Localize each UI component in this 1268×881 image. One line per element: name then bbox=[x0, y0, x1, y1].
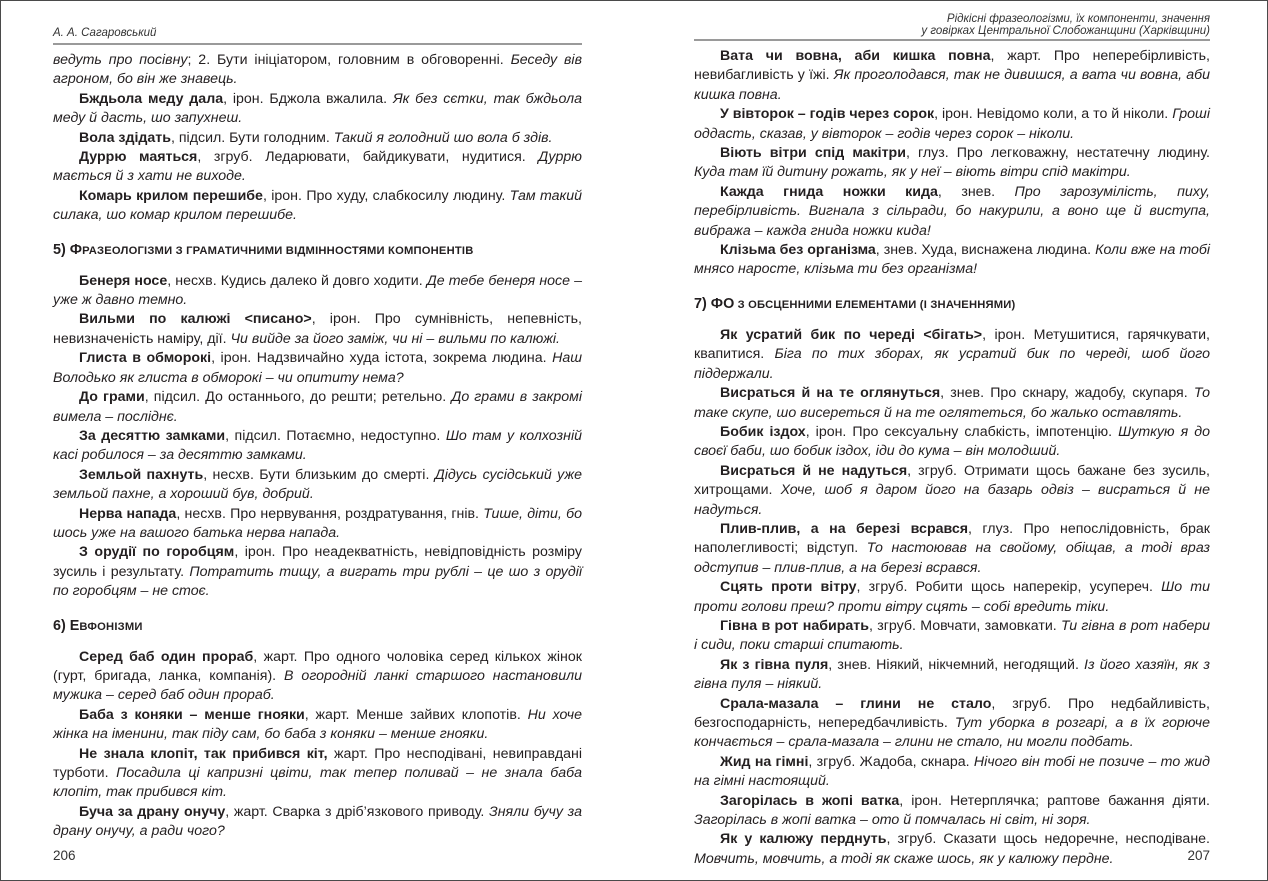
example-text: ведуть про посівну bbox=[53, 52, 188, 68]
example-text: Зняли бучу за драну онучу, а ради чого? bbox=[53, 803, 582, 840]
example-text: Потратить тищу, а виграть три рублі – це шо з орудії по горобцям – не стоє. bbox=[53, 563, 582, 600]
dictionary-entry bbox=[53, 148, 582, 187]
example-text: Коли вже на тобі мнясо наросте, клізьма ти без організма! bbox=[694, 242, 1211, 278]
example-text: Хоче, шоб я даром його на базарь одвіз – висраться й не надуться. bbox=[694, 482, 1210, 518]
dictionary-entry bbox=[53, 803, 582, 842]
entry-term: Буча за драну онучу bbox=[79, 803, 226, 820]
running-head-author: А. А. Сагаровський bbox=[53, 27, 582, 45]
entry-term: Висраться й не надуться bbox=[720, 462, 908, 479]
definition-text: ; 2. Бути ініціатором, головним в обговоренні. bbox=[187, 52, 511, 68]
entry-term: Не знала клопіт, так прибився кіт, bbox=[79, 745, 328, 762]
left-page-body bbox=[53, 51, 582, 842]
entry-term: Як у калюжу перднуть bbox=[720, 831, 887, 848]
dictionary-entry bbox=[53, 466, 582, 505]
example-text: Тут уборка в розгарі, а в їх горюче кончається – срала-мазала – глини не стало, ни могли подбать. bbox=[694, 715, 1210, 751]
example-text: Гроші оддасть, сказав, у вівторок – годів через сорок – ніколи. bbox=[694, 106, 1210, 142]
dictionary-entry bbox=[694, 144, 1210, 183]
example-text: Де тебе бенеря носе – уже ж давно темно. bbox=[53, 272, 582, 309]
example-text: Дуррю мається й з хати не виходе. bbox=[53, 149, 582, 185]
example-text: Такий я голодний шо вола б здів. bbox=[333, 129, 553, 146]
example-text: Шо ти проти голови преш? проти вітру сцять – собі вредить тіки. bbox=[694, 579, 1211, 615]
entry-term: Серед баб один прораб bbox=[79, 648, 254, 665]
example-text: Нічого він тобі не позиче – то жид на гімні настоящий. bbox=[694, 753, 1210, 790]
dictionary-entry bbox=[53, 505, 582, 544]
entry-term: Срала-мазала – глини не стало bbox=[720, 695, 992, 712]
dictionary-entry bbox=[53, 349, 582, 388]
section-number: 7) bbox=[694, 295, 711, 312]
dictionary-entry bbox=[694, 423, 1210, 462]
definition-text: , несхв. Кудись далеко й довго ходити. bbox=[167, 272, 427, 289]
entry-term: За десяттю замками bbox=[79, 427, 226, 444]
dictionary-entry bbox=[53, 543, 582, 601]
section-initial: Е bbox=[69, 617, 80, 634]
example-text: То таке скупе, шо висереться й на те оглятеться, бо жалько оставлять. bbox=[694, 385, 1210, 421]
entry-term: Загорілась в жопі ватка bbox=[720, 792, 900, 809]
dictionary-entry bbox=[53, 388, 582, 427]
entry-term: Комарь крилом перешибе bbox=[79, 187, 263, 204]
example-text: В огородній ланкі старшого настановили мужика – серед баб один прораб. bbox=[53, 667, 582, 704]
definition-text: , несхв. Бути близьким до смерті. bbox=[203, 466, 435, 483]
dictionary-entry bbox=[694, 830, 1210, 869]
entry-term: Віють вітри спід макітри bbox=[720, 145, 906, 162]
definition-text: , несхв. Про нервування, роздратування, гнів. bbox=[176, 505, 484, 522]
dictionary-entry bbox=[694, 384, 1210, 423]
dictionary-entry bbox=[53, 648, 582, 706]
definition-text: жарт. Про несподівані, невиправдані турботи. bbox=[53, 745, 582, 781]
example-text: Як без сєтки, так бждьола меду й дасть, шо запухнеш. bbox=[53, 90, 582, 127]
dictionary-entry bbox=[694, 326, 1210, 384]
entry-term: Вильми по калюжі <писано> bbox=[79, 311, 312, 328]
section-title: ВФОНІЗМИ bbox=[79, 620, 143, 633]
dictionary-entry bbox=[694, 183, 1210, 241]
dictionary-entry bbox=[53, 129, 582, 148]
definition-text: , знев. Про скнару, жадобу, скупаря. bbox=[940, 385, 1194, 402]
example-text: Мовчить, мовчить, а тоді як скаже шось, як у калюжу перднe. bbox=[694, 850, 1114, 867]
example-text: Про зарозумілість, пиху, перебірливість. Вигнала з сільради, бо накурили, а воно ще й виступа, вибража – кажда гнида ножки кида! bbox=[694, 183, 1210, 239]
dictionary-entry bbox=[694, 617, 1210, 656]
definition-text: , жарт. Про неперебірливість, невибагливість у їжі. bbox=[694, 48, 1210, 84]
dictionary-entry bbox=[694, 241, 1210, 280]
section-heading bbox=[53, 617, 582, 636]
dictionary-entry bbox=[694, 520, 1210, 578]
entry-term: До грами bbox=[79, 389, 145, 406]
entry-term: Бенеря носе bbox=[79, 272, 168, 289]
definition-text: , згруб. Ледарювати, байдикувати, нудитися. bbox=[197, 149, 539, 166]
definition-text: , згруб. Жадоба, скнара. bbox=[808, 753, 974, 770]
dictionary-entry bbox=[53, 427, 582, 466]
section-title: РАЗЕОЛОГІЗМИ З ГРАМАТИЧНИМИ ВІДМІННОСТЯМИ КОМПОНЕНТІВ bbox=[82, 244, 474, 257]
dictionary-entry bbox=[694, 47, 1210, 105]
entry-term: Сцять проти вітру bbox=[720, 579, 857, 596]
example-text: То настоював на свойому, обіщав, а тоді враз одступив – плив-плив, а на березі всрався. bbox=[694, 540, 1210, 576]
definition-text: , ірон. Про неадекватність, невідповідність розміру зусиль і результату. bbox=[53, 544, 582, 580]
definition-text: , знев. Худа, виснажена людина. bbox=[875, 242, 1096, 259]
definition-text: , ірон. Бджола вжалила. bbox=[223, 90, 393, 107]
entry-term: Земльой пахнуть bbox=[79, 466, 204, 483]
dictionary-entry bbox=[53, 90, 582, 129]
dictionary-entry bbox=[694, 695, 1210, 753]
section-heading bbox=[53, 241, 582, 260]
dictionary-entry bbox=[694, 105, 1210, 144]
entry-term: Гівна в рот набирать bbox=[720, 617, 869, 634]
section-initial: Ф bbox=[69, 241, 83, 258]
dictionary-entry bbox=[53, 310, 582, 349]
entry-term: Бобик іздох bbox=[720, 423, 806, 440]
section-number: 5) bbox=[53, 241, 70, 258]
running-head-line-1: Рідкісні фразеологізми, їх компоненти, значення bbox=[946, 13, 1210, 25]
entry-term: Глиста в обморокі bbox=[79, 350, 212, 367]
entry-term: Плив-плив, а на березі всрався bbox=[720, 520, 969, 537]
definition-text: , глуз. Про непослідовність, брак наполегливості; відступ. bbox=[694, 520, 1210, 557]
definition-text: , глуз. Про легковажну, нестатечну людину. bbox=[905, 145, 1210, 162]
definition-text: , знев. bbox=[937, 183, 1015, 200]
left-page bbox=[53, 1, 582, 880]
example-text: До грами в закромі вимела – посліднє. bbox=[53, 389, 582, 425]
entry-term: Дуррю маяться bbox=[79, 149, 198, 166]
definition-text: , згруб. Сказати щось недоречне, несподіване. bbox=[886, 831, 1210, 848]
section-number: 6) bbox=[53, 617, 70, 634]
dictionary-entry bbox=[53, 745, 582, 803]
definition-text: , знев. Ніякий, нікчемний, негодящий. bbox=[828, 656, 1085, 673]
definition-text: , жарт. Про одного чоловіка серед кількох жінок (гурт, бригада, ланка, компанія). bbox=[53, 648, 582, 684]
dictionary-entry bbox=[53, 187, 582, 226]
definition-text: , згруб. Мовчати, замовкати. bbox=[868, 617, 1062, 634]
definition-text: , згруб. Отримати щось бажане без зусиль, хитрощами. bbox=[694, 462, 1210, 499]
entry-term: Як з гівна пуля bbox=[720, 656, 829, 673]
example-text: Дідусь сусідський уже земльой пахне, а хороший був, добрий. bbox=[53, 466, 582, 503]
page-number: 206 bbox=[53, 848, 76, 863]
definition-text: , підсил. До останнього, до решти; ретельно. bbox=[144, 389, 452, 406]
definition-text: , підсил. Бути голодним. bbox=[170, 129, 334, 146]
definition-text: , ірон. Про сумнівність, непевність, невизначеність наміру, дії. bbox=[53, 311, 582, 347]
dictionary-entry bbox=[694, 578, 1210, 617]
dictionary-entry bbox=[694, 792, 1210, 831]
right-page-body bbox=[694, 47, 1210, 869]
entry-term: У вівторок – годів через сорок bbox=[720, 106, 935, 123]
definition-text: , згруб. Про недбайливість, безгосподарність, непередбачливість. bbox=[694, 695, 1210, 731]
example-text: Беседу вів агроном, бо він же знавець. bbox=[53, 52, 582, 88]
entry-term: Вола здідать bbox=[79, 129, 171, 146]
section-heading bbox=[694, 295, 1210, 314]
entry-term: Кажда гнида ножки кида bbox=[720, 183, 938, 200]
example-text: Куда там їй дитину рожать, як у неї – віють вітри спід макітри. bbox=[694, 164, 1131, 181]
running-head-line-2: у говірках Центральної Слобожанщини (Харківщини) bbox=[921, 25, 1210, 37]
entry-term: Клізьма без організма bbox=[720, 242, 876, 259]
section-title: З ОБСЦЕННИМИ ЕЛЕМЕНТАМИ (І ЗНАЧЕННЯМИ) bbox=[734, 298, 1016, 311]
right-page bbox=[694, 1, 1210, 880]
definition-text: , жарт. Менше зайвих клопотів. bbox=[304, 706, 528, 723]
running-head-title bbox=[694, 13, 1210, 41]
definition-text: , ірон. Про сексуальну слабкість, імпотенцію. bbox=[805, 423, 1119, 440]
dictionary-entry bbox=[53, 272, 582, 311]
continued-paragraph bbox=[53, 51, 582, 90]
section-initial: ФО bbox=[710, 295, 735, 312]
entry-term: Нерва напада bbox=[79, 505, 177, 522]
example-text: Як проголодався, так не дивишся, а вата чи вовна, аби кишка повна. bbox=[694, 67, 1210, 103]
entry-term: Бждьола меду дала bbox=[79, 90, 224, 107]
example-text: Загорілась в жопі ватка – ото й помчалась ні світ, ні зоря. bbox=[694, 812, 1091, 829]
entry-term: Жид на гімні bbox=[720, 753, 809, 770]
example-text: Ни хоче жінка на іменини, так піду сам, бо баба з коняки – менше гнояки. bbox=[53, 706, 583, 743]
example-text: Із його хазяїн, як з гівна пуля – ніякий. bbox=[694, 656, 1211, 693]
dictionary-entry bbox=[694, 656, 1210, 695]
example-text: Наш Володько як глиста в обморокі – чи опититу нема? bbox=[53, 350, 583, 386]
example-text: Ти гівна в рот набери і сиди, поки старші спитають. bbox=[694, 617, 1210, 654]
example-text: Там такий силака, шо комар крилом перешибе. bbox=[53, 187, 582, 224]
definition-text: , підсил. Потаємно, недоступно. bbox=[225, 427, 446, 444]
definition-text: , ірон. Нетерплячка; раптове бажання діяти. bbox=[899, 792, 1210, 809]
entry-term: Як усратий бик по череді <бігать> bbox=[720, 326, 983, 343]
dictionary-entry bbox=[694, 753, 1210, 792]
definition-text: , жарт. Сварка з дріб’язкового приводу. bbox=[225, 803, 490, 820]
dictionary-entry bbox=[694, 462, 1210, 520]
example-text: Шуткую я до своєї баби, шо бобик іздох, іди до кума – він молодший. bbox=[694, 423, 1210, 460]
example-text: Шо там у колхозній касі робилося – за десяттю замками. bbox=[53, 427, 582, 464]
definition-text: , ірон. Про худу, слабкосилу людину. bbox=[262, 187, 510, 204]
definition-text: , ірон. Метушитися, гарячкувати, квапитися. bbox=[694, 326, 1210, 363]
example-text: Посадила ці капризні цвіти, так тепер поливай – не знала баба клопіт, так прибився кіт. bbox=[53, 765, 583, 801]
definition-text: , ірон. Невідомо коли, а то й ніколи. bbox=[934, 106, 1173, 123]
entry-term: Вата чи вовна, аби кишка повна bbox=[720, 48, 991, 64]
entry-term: Висраться й на те оглянуться bbox=[720, 385, 941, 402]
definition-text: , ірон. Надзвичайно худа істота, зокрема людина. bbox=[211, 350, 553, 367]
entry-term: З орудії по горобцям bbox=[79, 544, 235, 561]
example-text: Тише, діти, бо шось уже на вашого батька нерва напада. bbox=[53, 505, 582, 541]
dictionary-entry bbox=[53, 706, 582, 745]
example-text: Чи вийде за його заміж, чи ні – вильми по калюжі. bbox=[230, 330, 560, 347]
entry-term: Баба з коняки – менше гнояки bbox=[79, 706, 305, 723]
page-number: 207 bbox=[1187, 848, 1210, 863]
example-text: Біга по тих зборах, як усратий бик по череді, шоб його піддержали. bbox=[694, 346, 1210, 382]
definition-text: , згруб. Робити щось наперекір, усупереч. bbox=[856, 579, 1162, 596]
